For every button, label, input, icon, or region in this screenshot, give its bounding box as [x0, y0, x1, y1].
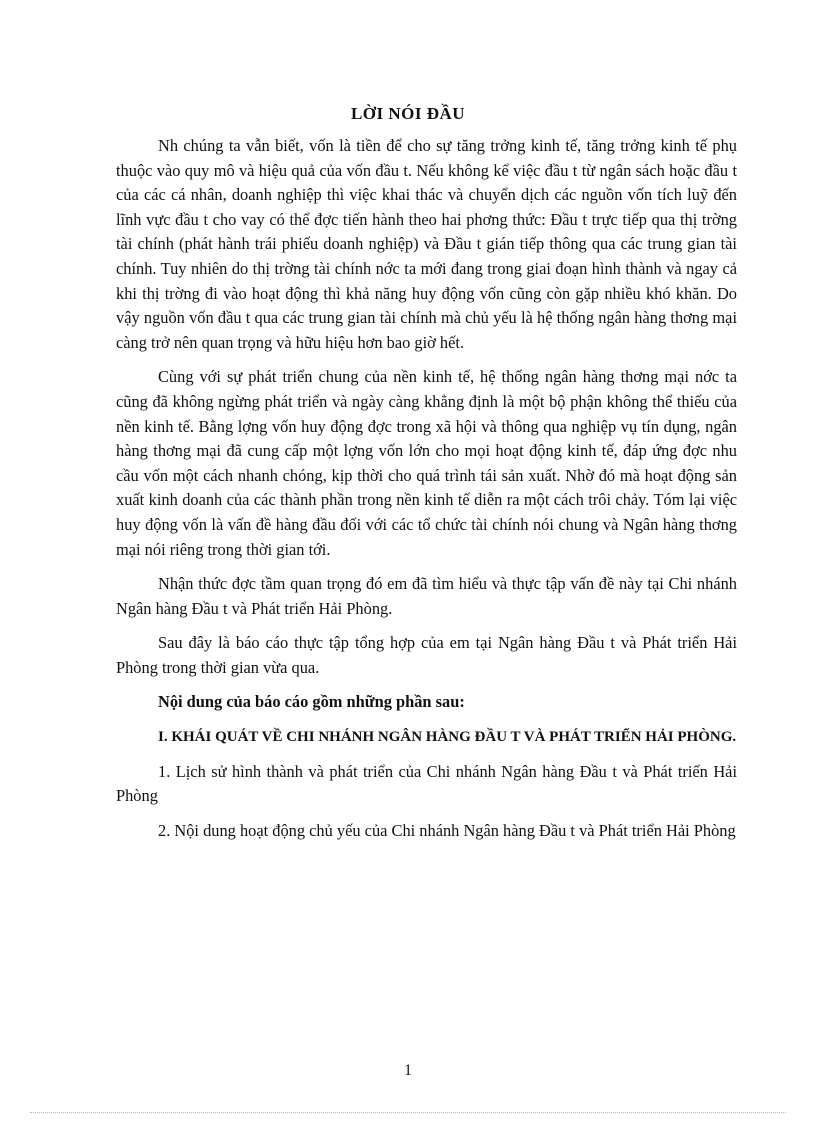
- section-heading: I. KHÁI QUÁT VỀ CHI NHÁNH NGÂN HÀNG ĐẦU T VÀ PHÁT TRIỂN HẢI PHÒNG.: [158, 729, 737, 746]
- contents-item: 2. Nội dung hoạt động chủ yếu của Chi nhánh Ngân hàng Đầu t và Phát triển Hải Phòng: [158, 820, 736, 840]
- paragraph-intro: Nh chúng ta vẫn biết, vốn là tiền để cho sự tăng trởng kinh tế, tăng trởng kinh tế phụ thuộc vào quy mô và hiệu quả của vốn đầu t. Nếu không kể việc đầu t từ ngân sách hoặc đầu t của các cá nhân, doanh nghiệp thì việc khai thác và chuyển dịch các nguồn vốn tích luỹ đến lĩnh vực đầu t cho vay có thể đợc tiến hành theo hai phơng thức: Đầu t trực tiếp qua thị trờng tài chính (phát hành trái phiếu doanh nghiệp) và Đầu t gián tiếp thông qua các trung gian tài chính. Tuy nhiên do thị trờng tài chính nớc ta mới đang trong giai đoạn hình thành và ngay cả khi thị trờng đi vào hoạt động thì khả năng huy động vốn cũng còn gặp nhiều khó khăn. Do vậy nguồn vốn đầu t qua các trung gian tài chính mà chủ yếu là hệ thống ngân hàng thơng mại càng trở nên quan trọng và hữu hiệu hơn bao giờ hết.: [116, 136, 737, 352]
- contents-item: 1. Lịch sử hình thành và phát triển của Chi nhánh Ngân hàng Đầu t và Phát triển Hải Phòng: [116, 761, 737, 806]
- document-title: LỜI NÓI ĐẦU: [350, 104, 466, 123]
- paragraph-banking-development: Cùng với sự phát triển chung của nền kinh tế, hệ thống ngân hàng thơng mại nớc ta cũng đã không ngừng phát triển và ngày càng khẳng định là một bộ phận không thể thiếu của nền kinh tế. Bằng lợng vốn huy động đợc trong xã hội và thông qua nghiệp vụ tín dụng, ngân hàng thơng mại đã cung cấp một lợng vốn lớn cho mọi hoạt động kinh tế, đáp ứng đợc nhu cầu vốn một cách nhanh chóng, kịp thời cho quá trình tái sản xuất. Nhờ đó mà hoạt động sản xuất kinh doanh của các thành phần trong nền kinh tế diễn ra một cách trôi chảy. Tóm lại việc huy động vốn là vấn đề hàng đầu đối với các tổ chức tài chính nói chung và Ngân hàng thơng mại nói riêng trong thời gian tới.: [116, 367, 737, 559]
- page-number: 1: [404, 1062, 412, 1079]
- contents-intro: Nội dung của báo cáo gồm những phần sau:: [158, 692, 465, 712]
- document-body: [116, 134, 737, 853]
- paragraph-awareness: Nhận thức đợc tầm quan trọng đó em đã tìm hiểu và thực tập vấn đề này tại Chi nhánh Ngân hàng Đầu t và Phát triển Hải Phòng.: [116, 574, 737, 618]
- page-bottom-divider: [30, 1112, 786, 1113]
- paragraph-report-note: Sau đây là báo cáo thực tập tổng hợp của em tại Ngân hàng Đầu t và Phát triển Hải Phòng trong thời gian vừa qua.: [116, 633, 737, 677]
